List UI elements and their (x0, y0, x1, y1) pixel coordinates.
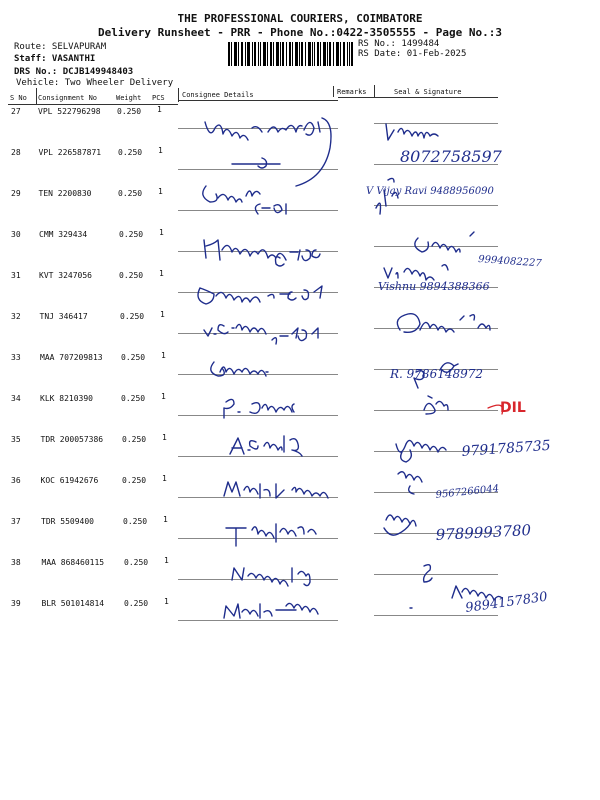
row-pcs: 1 (164, 556, 169, 565)
row-consignment-number: KVT 3247056 (39, 271, 92, 280)
consignee-signature (232, 568, 310, 586)
row-consignment-number: BLR 501014814 (41, 599, 105, 608)
row-weight: 0.250 (124, 558, 149, 567)
row-pcs: 1 (162, 433, 167, 442)
consignee-signature (230, 436, 302, 456)
row-serial-number: 32 (11, 312, 21, 321)
row-pcs: 1 (157, 105, 162, 114)
row-consignment-number: VPL 226587871 (38, 148, 102, 157)
phone-number: 8072758597 (400, 147, 502, 166)
receiver-signature (424, 396, 448, 414)
row-weight: 0.250 (122, 435, 147, 444)
row-consignment-number: VPL 522796298 (38, 107, 101, 116)
consignee-signature (226, 524, 316, 546)
receiver-signature (398, 472, 422, 494)
row-serial-number: 30 (11, 230, 21, 239)
col-seal-signature: Seal & Signature (394, 88, 462, 96)
col-consignment: Consignment No (38, 94, 98, 102)
consignee-signature (204, 240, 320, 266)
row-consignment-number: TNJ 346417 (39, 312, 88, 321)
row-consignment-number: MAA 868460115 (41, 558, 105, 567)
phone-number: V Vijay Ravi 9488956090 (366, 186, 494, 197)
row-weight: 0.250 (120, 312, 145, 321)
row-pcs: 1 (159, 228, 164, 237)
row-consignment-number: TEN 2200830 (38, 189, 92, 198)
row-pcs: 1 (161, 392, 166, 401)
row-weight: 0.250 (119, 230, 144, 239)
row-serial-number: 34 (11, 394, 21, 403)
row-pcs: 1 (162, 474, 167, 483)
receiver-signature (386, 124, 438, 140)
row-serial-number: 31 (11, 271, 21, 280)
receiver-signature (396, 440, 446, 462)
receiver-signature (415, 232, 474, 252)
drs-label: DRS No.: DCJB149948403 (14, 67, 134, 77)
consignee-signature (205, 122, 320, 140)
row-consignment-number: KOC 61942676 (40, 476, 99, 485)
row-weight: 0.250 (122, 476, 147, 485)
row-weight: 0.250 (124, 599, 149, 608)
row-weight: 0.250 (118, 189, 143, 198)
col-consignee: Consignee Details (182, 91, 254, 99)
consignee-signature (204, 324, 318, 344)
row-serial-number: 33 (11, 353, 21, 362)
consignee-signature (211, 362, 268, 376)
row-pcs: 1 (160, 310, 165, 319)
consignee-signature (198, 286, 322, 304)
row-pcs: 1 (161, 351, 166, 360)
row-weight: 0.250 (121, 394, 146, 403)
phone-number: 9789993780 (435, 521, 532, 544)
col-sno: S No (10, 94, 27, 102)
receiver-signature (384, 515, 416, 535)
phone-number: 9791785735 (461, 437, 552, 460)
row-consignment-number: CMM 329434 (39, 230, 88, 239)
company-title: THE PROFESSIONAL COURIERS, COIMBATORE (177, 12, 423, 25)
rs-number: RS No.: 1499484 (358, 39, 440, 49)
row-pcs: 1 (164, 597, 169, 606)
row-pcs: 1 (163, 515, 168, 524)
row-serial-number: 38 (11, 558, 21, 567)
row-serial-number: 35 (11, 435, 21, 444)
row-pcs: 1 (158, 187, 163, 196)
col-pcs: PCS (152, 94, 165, 102)
row-weight: 0.250 (121, 353, 146, 362)
phone-number: 9567266044 (435, 483, 500, 501)
row-consignment-number: MAA 707209813 (40, 353, 103, 362)
consignee-signature (232, 158, 280, 168)
row-consignment-number: TDR 5509400 (41, 517, 94, 526)
receiver-signature (384, 265, 448, 280)
row-consignment-number: KLK 8210390 (40, 394, 93, 403)
phone-number: 9894157830 (464, 589, 549, 616)
row-serial-number: 37 (11, 517, 21, 526)
consignee-signature (224, 399, 294, 418)
row-weight: 0.250 (119, 271, 144, 280)
row-pcs: 1 (159, 269, 164, 278)
row-serial-number: 39 (11, 599, 21, 608)
consignee-signature (224, 603, 318, 618)
phone-number: 9994082227 (477, 254, 543, 270)
row-weight: 0.250 (123, 517, 148, 526)
receiver-signature (424, 565, 432, 582)
row-weight: 0.250 (117, 107, 142, 116)
row-pcs: 1 (158, 146, 163, 155)
row-consignment-number: TDR 200057386 (40, 435, 104, 444)
rs-date: RS Date: 01-Feb-2025 (358, 49, 467, 59)
staff-label: Staff: VASANTHI (14, 54, 96, 64)
col-weight: Weight (116, 94, 142, 102)
row-serial-number: 27 (11, 107, 21, 116)
col-remarks: Remarks (337, 88, 367, 96)
consignee-signature (224, 482, 328, 498)
runsheet-subtitle: Delivery Runsheet - PRR - Phone No.:0422-3505555 - Page No.:3 (98, 26, 502, 39)
phone-number: Vishnu 9894388366 (378, 280, 490, 293)
route-label: Route: SELVAPURAM (14, 42, 107, 52)
vehicle-label: Vehicle: Two Wheeler Delivery (16, 78, 174, 88)
remark-mark: DIL (500, 400, 526, 416)
consignee-signature (203, 186, 286, 214)
receiver-signature (397, 314, 490, 333)
row-serial-number: 36 (11, 476, 21, 485)
row-serial-number: 28 (11, 148, 21, 157)
phone-number: R. 9786148972 (390, 367, 484, 381)
row-weight: 0.250 (118, 148, 143, 157)
row-serial-number: 29 (11, 189, 21, 198)
